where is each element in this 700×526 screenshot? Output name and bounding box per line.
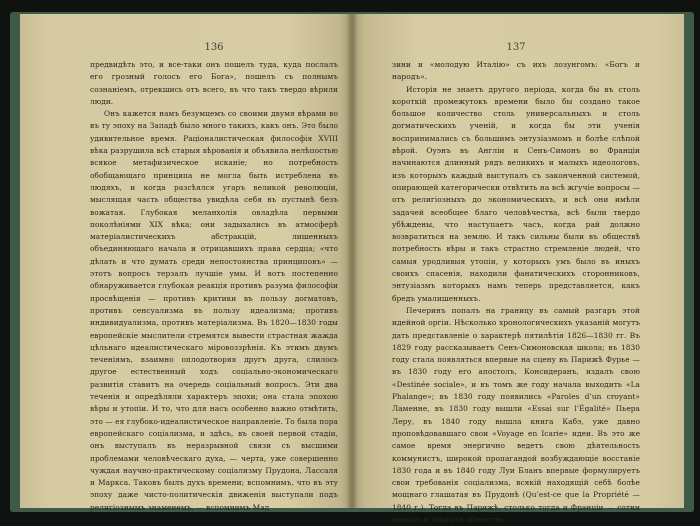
right-page xyxy=(352,14,684,524)
left-paragraph-2: Онъ кажется намъ безумцемъ со своими двумя вѣрами во въ ту эпоху на Западѣ было много такихъ, какъ онъ. Это было удивительное время. Раціоналистическая философія XVIII вѣка разрушила всѣ старыя вѣрованія и объявила нелѣпостью всякое метафизическое исканіе; но потребность обобщающаго принципа не могла быть истреблена въ людяхъ, и когда разсѣялся угаръ великой революціи, мыслящая часть общества увидѣла себя въ пустынѣ безъ вожатая. Глубокая меланхолія овладѣла первыми поколѣніями XIX вѣка; они задыхались въ атмосферѣ матеріалистическихъ абстракцій, лишенныхъ объединяющаго начала и отрицавшихъ права сердца; «что дѣлать и что думать среди непостоянства принциповъ» — этотъ вопросъ терзалъ лучшіе умы. И вотъ постепенно обнаруживается глубокая реакція противъ разума философіи просвѣщенія — противъ критики въ пользу догматовъ, противъ сенсуализма въ пользу идеализма; противъ индивидуализма, противъ матеріализма. Въ 1820—1830 годы европейскіе мыслители стремятся вывести страстная жажда цѣльнаго идеалистическаго міровоззрѣнія. Къ этимъ двумъ теченіямъ, взаимно оплодотворяя другъ друга, слилось другое естественный ходъ соціально-экономическаго развитія ставитъ на очередь соціальный вопросъ. Эти два теченія и опредѣляли характеръ эпохи; она стала эпохою вѣры и утопіи. И то, что для насъ особенно важно отмѣтить, это — ея глубоко-идеалистическое направленіе. То была пора европейскаго соціализма, и здѣсь, въ своей первой стадіи, онъ выступалъ въ неразрывной связи съ высшими проблемами человѣческаго духа, — черта, уже совершенно чуждая научно-практическому соціализму Прудона, Лассаля и Маркса. Таковъ былъ духъ времени; вспомнимъ, что въ эту эпоху даже чисто-политическія движенія выступали подъ религіознымъ знаменемъ, — вспомнимъ Мад xyxy=(90,109,338,512)
right-page-number: 137 xyxy=(506,42,526,53)
right-paragraph-1: зини и «молодую Италію» съ ихъ лозунгомъ: «Богъ и народъ». xyxy=(392,60,640,82)
left-page xyxy=(20,14,352,512)
left-paragraph-1: предвидѣть это, и все-таки онъ пошелъ туда, куда послалъ его грозный голосъ его Бога», пошелъ съ полнымъ сознаніемъ, отрекшись отъ всего, въ что такъ твердо вѣрили люди. xyxy=(90,60,338,106)
right-paragraph-2: Исторія не знаетъ другого періода, когда бы въ столь короткій промежутокъ времени было бы создано такое большое количество столь универсальныхъ и столь догматическихъ ученій, и когда бы эти ученія воспринимались съ большимъ энтузіазмомъ и болѣе слѣпой вѣрой. Оуэнъ въ Англіи и Сенъ-Симонъ во Франціи начинаются длинный рядъ великихъ и малыхъ идеологовъ, изъ которыхъ каждый выступалъ съ законченной системой, опирающей категорически отвѣтить на всѣ жгучіе вопросы — отъ религіозныхъ до экономическихъ, и всѣ они имѣли задачей всеобщее благо человѣчества, всѣ были твердо убѣждены, что наступаетъ часъ, когда рай должно возвратиться на землю. И такъ сильны были въ обществѣ потребность вѣры и такъ страстно стремленіе людей, что самыя уродливыя утопіи, у которыхъ умъ было въ иныхъ своихъ спасенія, находили фанатическихъ сторонниковъ, энтузіазмъ которыхъ намъ теперь представляется, какъ бредъ умалишенныхъ. xyxy=(392,84,640,303)
right-paragraph-3: Печеринъ попалъ на границу въ самый разгаръ этой идейной оргіи. Нѣсколько хронологическихъ указаній могутъ дать представленіе о характерѣ пятилѣтія 1826—1830 гг. Въ 1829 году рассказываетъ Сенъ-Симоновская школа; въ 1830 году стала появляться впервые на сцену въ Парижѣ Фурье — въ 1830 году его апостолъ, Консидеранъ, издалъ свою «Destinée sociale», и въ томъ же году начала выходить «La Phalange»; въ 1830 году появились «Paroles d’un croyant» Ламенне, въ 1830 году вышли «Essai sur l’Égalité» Пьера Леру, въ 1840 году вышла книга Кабэ, уже давно проповѣдовавшаго свои «Voyage en Icarie» идеи. Въ это же самое время энергично ведетъ свою дѣятельность коммунистъ, широкой пропагандой возбуждающіе восстаніе 1830 года и въ 1840 году Луи Бланъ впервые формулируетъ свои требованія соціализма, всякій находящій себѣ болѣе мощнаго глашатая въ Прудонѣ (Qu’est-ce que la Propriété — 1840 г.). Тогда въ Парижѣ, столько тогда и Франціи — сотни явныхъ и тайныхъ обществъ xyxy=(392,305,640,524)
book-gutter xyxy=(346,14,358,508)
left-page-number: 136 xyxy=(204,42,224,53)
book-spread xyxy=(20,14,684,524)
